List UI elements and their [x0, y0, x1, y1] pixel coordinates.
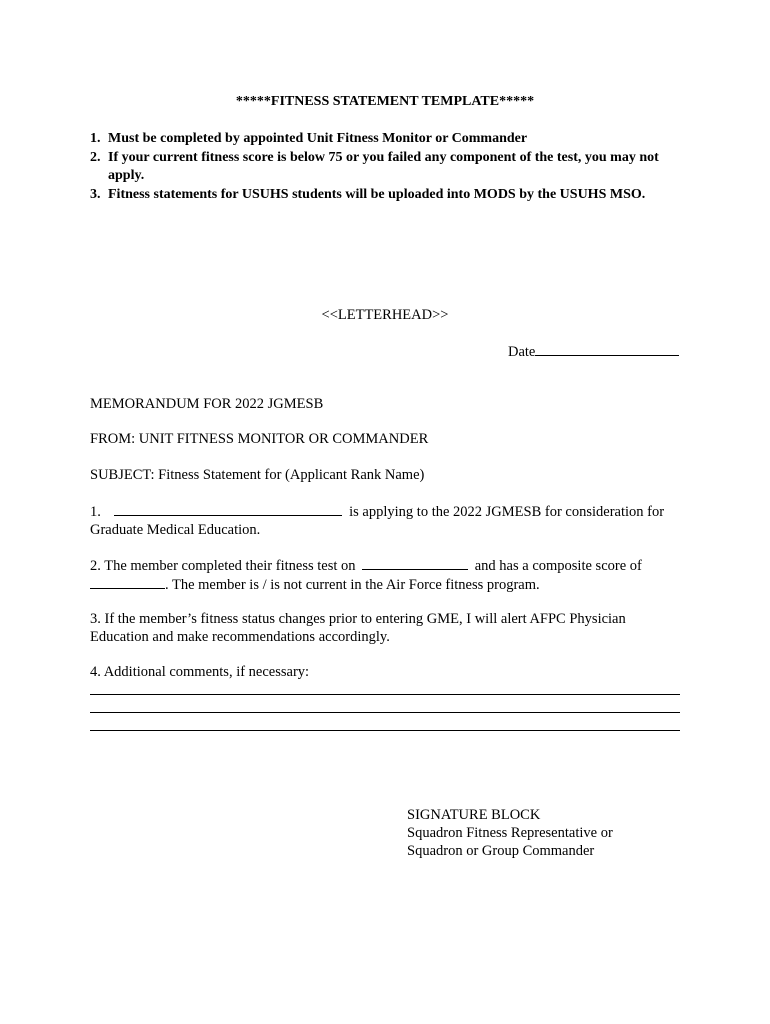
applicant-name-blank[interactable]: [114, 502, 342, 516]
date-blank[interactable]: [535, 342, 679, 356]
list-item-number: 1.: [90, 131, 101, 146]
paragraph-number: 1.: [90, 504, 101, 520]
composite-score-blank[interactable]: [90, 575, 165, 589]
list-item-text: Must be completed by appointed Unit Fitness Monitor or Commander: [108, 131, 528, 146]
test-date-blank[interactable]: [362, 556, 468, 570]
comment-line[interactable]: [90, 730, 680, 731]
memo-paragraph-3: [90, 610, 680, 646]
list-item-number: 2.: [90, 149, 101, 165]
list-item: [90, 149, 690, 186]
memo-paragraph-2: [90, 556, 680, 594]
memo-paragraph-1: [90, 502, 680, 539]
memo-paragraph-4: 4. Additional comments, if necessary:: [90, 664, 310, 680]
list-item-text: Fitness statements for USUHS students will be uploaded into MODS by the USUHS MSO.: [108, 186, 646, 202]
paragraph-text: Education and make recommendations accordingly.: [90, 629, 390, 645]
list-item-number: 3.: [90, 186, 101, 202]
paragraph-text: and has a composite score of: [474, 558, 642, 574]
paragraph-text: . The member is / is not current in the Air Force fitness program.: [165, 577, 540, 593]
signature-line: SIGNATURE BLOCK: [407, 807, 541, 823]
signature-line: Squadron Fitness Representative or: [407, 825, 613, 841]
paragraph-text: 2. The member completed their fitness test on: [90, 558, 356, 574]
signature-line: Squadron or Group Commander: [407, 843, 595, 859]
memo-for-line: MEMORANDUM FOR 2022 JGMESB: [90, 396, 324, 412]
instructions-list: [90, 130, 690, 204]
date-field: [508, 342, 679, 361]
list-item-text: If your current fitness score is below 75 or you failed any component of the test, you may not apply.: [108, 149, 659, 183]
page-title: *****FITNESS STATEMENT TEMPLATE*****: [235, 94, 535, 109]
list-item: [90, 186, 690, 205]
paragraph-text: 3. If the member’s fitness status changes prior to entering GME, I will alert AFPC Physician: [90, 611, 626, 627]
letterhead-placeholder: <<LETTERHEAD>>: [321, 307, 449, 323]
list-item: [90, 130, 690, 149]
memo-from-line: FROM: UNIT FITNESS MONITOR OR COMMANDER: [90, 431, 429, 447]
signature-block: [407, 806, 613, 860]
paragraph-text: is applying to the 2022 JGMESB for consideration for: [349, 504, 665, 520]
comment-line[interactable]: [90, 712, 680, 713]
memo-subject-line: SUBJECT: Fitness Statement for (Applicant Rank Name): [90, 467, 425, 483]
paragraph-text: Graduate Medical Education.: [90, 522, 261, 538]
date-label: Date: [508, 344, 536, 360]
comment-line[interactable]: [90, 694, 680, 695]
